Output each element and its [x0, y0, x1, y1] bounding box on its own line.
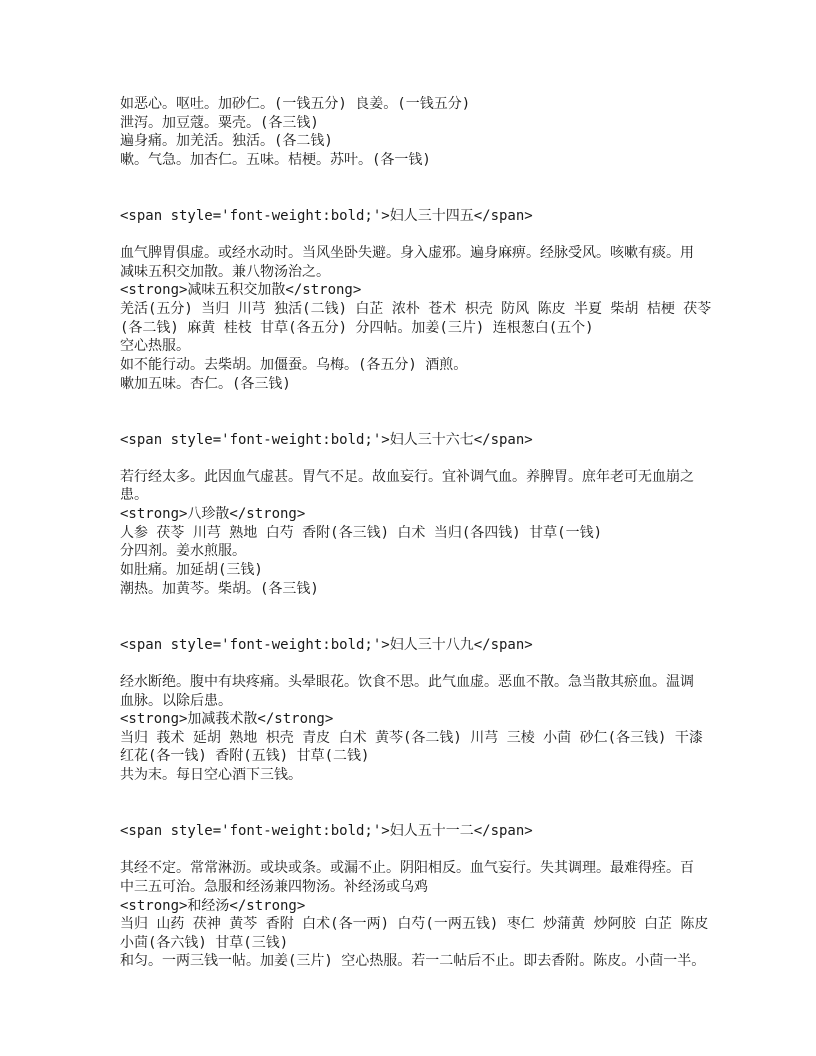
- blank-line: [120, 188, 720, 207]
- text-line: (各二钱) 麻黄 桂枝 甘草(各五分) 分四帖。加姜(三片) 连根葱白(五个): [120, 319, 594, 336]
- blank-line: [120, 617, 720, 636]
- text-line: 血脉。以除后患。: [120, 692, 232, 709]
- text-line: 如肚痛。加延胡(三钱): [120, 562, 263, 579]
- document-body: [120, 95, 720, 971]
- text-line: 当归 莪术 延胡 熟地 枳壳 青皮 白术 黄芩(各二钱) 川芎 三棱 小茴 砂仁(各三钱) 干漆: [120, 729, 703, 746]
- formula-title-line: <strong>加减莪术散</strong>: [120, 711, 334, 728]
- section-heading-line: <span style='font-weight:bold;'>妇人五十一二</span>: [120, 822, 533, 839]
- text-line: 减味五积交加散。兼八物汤治之。: [120, 263, 330, 280]
- text-line: 其经不定。常常淋沥。或块或条。或漏不止。阴阳相反。血气妄行。失其调理。最难得痊。百: [120, 860, 694, 877]
- text-line: 嗽加五味。杏仁。(各三钱): [120, 375, 291, 392]
- blank-line: [120, 841, 720, 860]
- formula-title-line: <strong>八珍散</strong>: [120, 506, 306, 523]
- section-heading-line: <span style='font-weight:bold;'>妇人三十六七</span>: [120, 431, 533, 448]
- formula-title-line: <strong>和经汤</strong>: [120, 897, 306, 914]
- blank-line: [120, 785, 720, 804]
- section-heading-line: <span style='font-weight:bold;'>妇人三十八九</span>: [120, 636, 533, 653]
- text-line: 空心热服。: [120, 338, 190, 355]
- blank-line: [120, 170, 720, 189]
- section-heading-line: <span style='font-weight:bold;'>妇人三十四五</span>: [120, 207, 533, 224]
- blank-line: [120, 449, 720, 468]
- text-line: 和匀。一两三钱一帖。加姜(三片) 空心热服。若一二帖后不止。即去香附。陈皮。小茴一半。: [120, 953, 706, 970]
- text-line: 红花(各一钱) 香附(五钱) 甘草(二钱): [120, 748, 370, 765]
- text-line: 小茴(各六钱) 甘草(三钱): [120, 934, 289, 951]
- blank-line: [120, 598, 720, 617]
- text-line: 如恶心。呕吐。加砂仁。(一钱五分) 良姜。(一钱五分): [120, 96, 471, 112]
- text-line: 若行经太多。此因血气虚甚。胃气不足。故血妄行。宜补调气血。养脾胃。庶年老可无血崩之: [120, 468, 694, 485]
- text-line: 中三五可治。急服和经汤兼四物汤。补经汤或乌鸡: [120, 878, 428, 895]
- text-line: 经水断绝。腹中有块疼痛。头晕眼花。饮食不思。此气血虚。恶血不散。急当散其瘀血。温调: [120, 673, 694, 690]
- blank-line: [120, 654, 720, 673]
- text-line: 遍身痛。加羌活。独活。(各二钱): [120, 133, 333, 150]
- text-line: 患。: [120, 487, 148, 504]
- text-line: 潮热。加黄芩。柴胡。(各三钱): [120, 580, 319, 597]
- text-line: 当归 山药 茯神 黄芩 香附 白术(各一两) 白芍(一两五钱) 枣仁 炒蒲黄 炒阿胶 白芷 陈皮: [120, 916, 709, 933]
- blank-line: [120, 803, 720, 822]
- text-line: 嗽。气急。加杏仁。五味。桔梗。苏叶。(各一钱): [120, 151, 431, 168]
- text-line: 如不能行动。去柴胡。加僵蚕。乌梅。(各五分) 酒煎。: [120, 356, 468, 373]
- text-line: 羌活(五分) 当归 川芎 独活(二钱) 白芷 浓朴 苍术 枳壳 防风 陈皮 半夏 柴胡 桔梗 茯苓: [120, 301, 712, 318]
- blank-line: [120, 393, 720, 412]
- blank-line: [120, 225, 720, 244]
- text-line: 人参 茯苓 川芎 熟地 白芍 香附(各三钱) 白术 当归(各四钱) 甘草(一钱): [120, 524, 603, 541]
- blank-line: [120, 412, 720, 431]
- text-line: 泄泻。加豆蔻。粟壳。(各三钱): [120, 114, 319, 131]
- formula-title-line: <strong>减味五积交加散</strong>: [120, 282, 362, 299]
- text-line: 共为末。每日空心酒下三钱。: [120, 767, 302, 784]
- text-line: 血气脾胃俱虚。或经水动时。当风坐卧失避。身入虚邪。遍身麻痹。经脉受风。咳嗽有痰。用: [120, 245, 694, 262]
- text-line: 分四剂。姜水煎服。: [120, 543, 246, 560]
